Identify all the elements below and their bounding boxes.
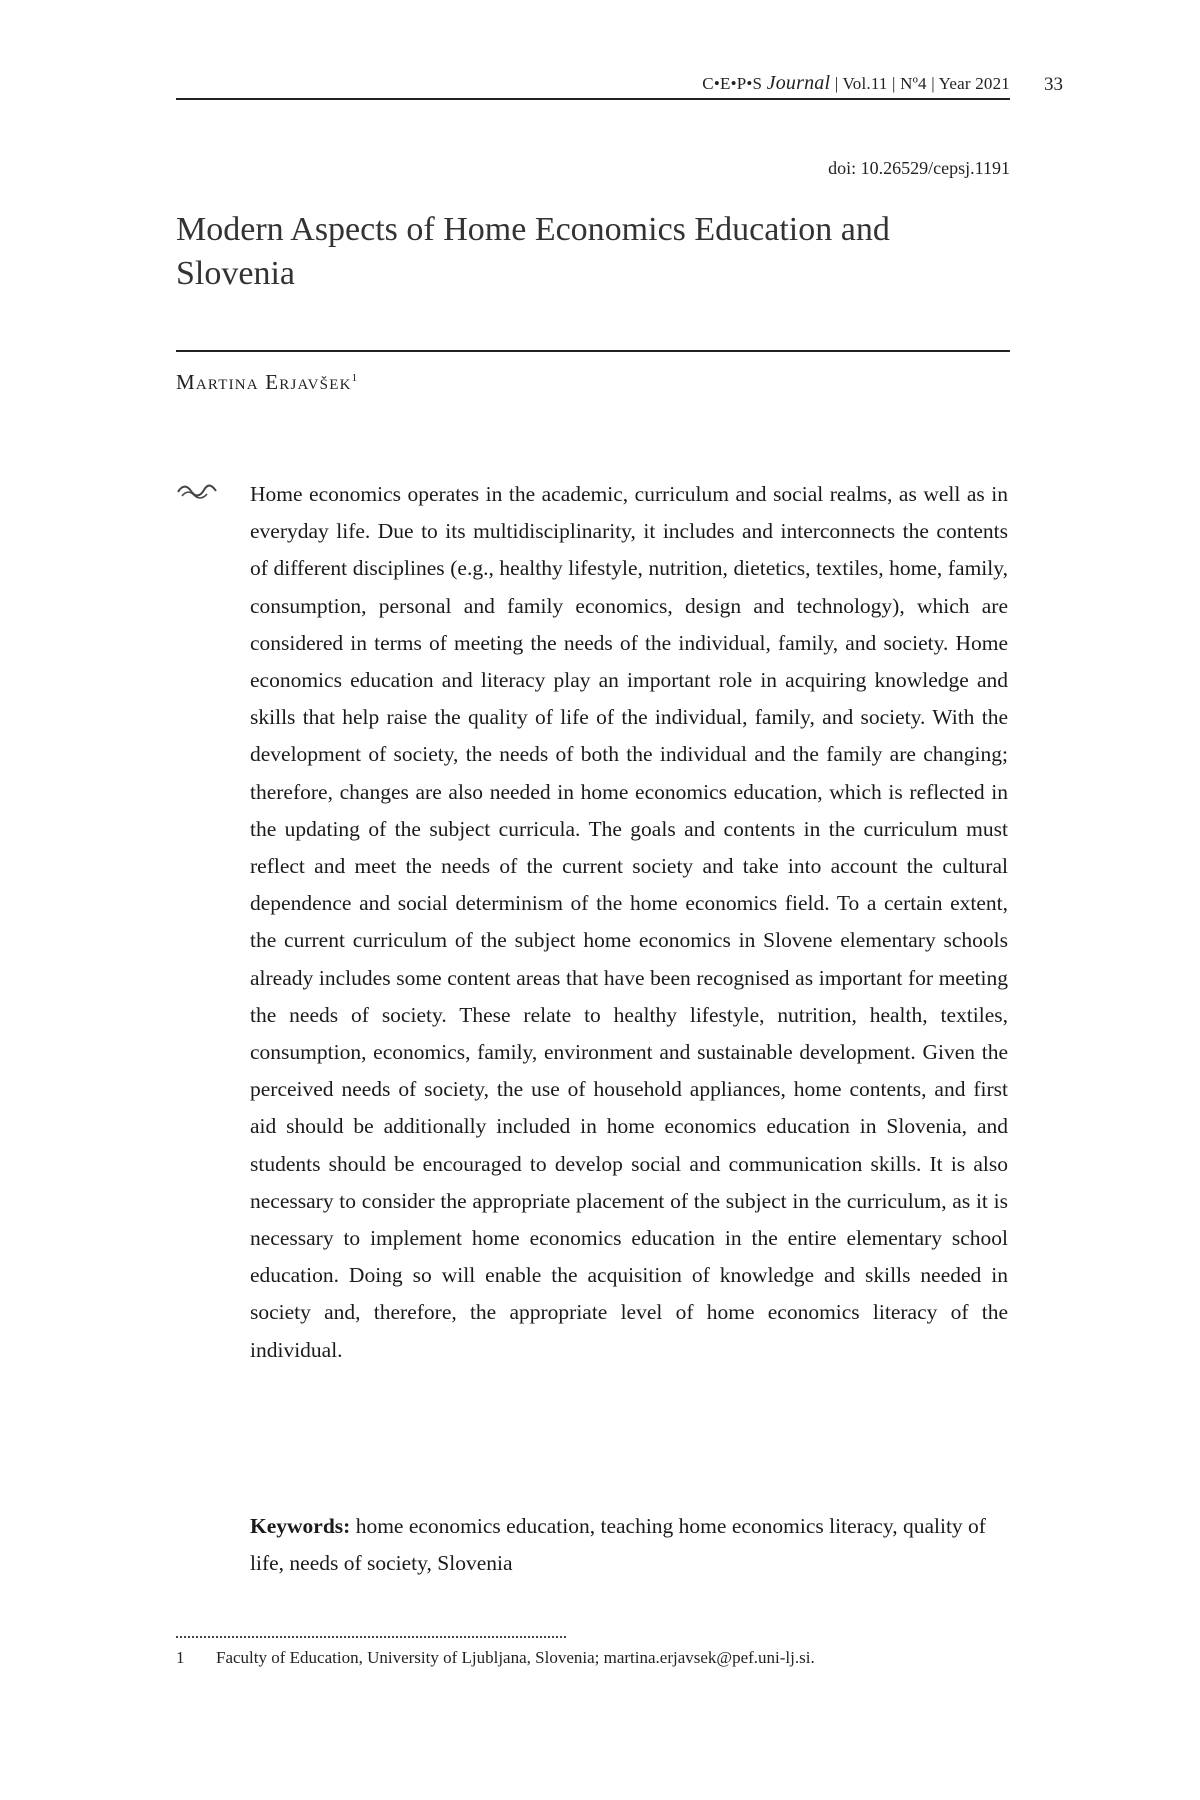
wave-swash-icon	[176, 482, 218, 500]
page-number: 33	[1044, 74, 1063, 95]
keywords-label: Keywords:	[250, 1514, 351, 1538]
header-divider	[176, 98, 1010, 100]
footnote-number: 1	[176, 1648, 185, 1667]
abstract-text: Home economics operates in the academic, curriculum and social realms, as well as in everyday life. Due to its multidisciplinarity, it includes and interconnects the contents of different disciplines (e.g., healthy lifestyle, nutrition, dietetics, textiles, home, family, consumption, personal and family economics, design and technology), which are considered in terms of meeting the needs of the individual, family, and society. Home economics education and literacy play an important role in acquiring knowledge and skills that help raise the quality of life of the individual, family, and society. With the development of society, the needs of both the individual and the family are changing; therefore, changes are also needed in home economics education, which is reflected in the updating of the subject curricula. The goals and contents in the curriculum must reflect and meet the needs of the current society and take into account the cultural dependence and social determinism of the home economics field. To a certain extent, the current curriculum of the subject home economics in Slovene elementary schools already includes some content areas that have been recognised as important for meeting the needs of society. These relate to healthy lifestyle, nutrition, health, textiles, consumption, economics, family, environment and sustainable development. Given the perceived needs of society, the use of household appliances, home contents, and first aid should be additionally included in home economics education in Slovenia, and students should be encouraged to develop social and communication skills. It is also necessary to consider the appropriate placement of the subject in the curriculum, as it is necessary to implement home economics education in the entire elementary school education. Doing so will enable the acquisition of knowledge and skills needed in society and, therefore, the appropriate level of home economics literacy of the individual.	[250, 482, 1008, 1362]
running-header	[176, 72, 1010, 95]
keywords	[250, 1508, 1008, 1582]
journal-prefix: C•E•P•S	[702, 74, 763, 93]
footnote-text: Faculty of Education, University of Ljubljana, Slovenia; martina.erjavsek@pef.uni-lj.si.	[216, 1648, 815, 1667]
article-title: Modern Aspects of Home Economics Education and Slovenia	[176, 211, 890, 292]
footnote	[176, 1648, 1010, 1668]
author-line	[176, 370, 357, 395]
keywords-text: home economics education, teaching home economics literacy, quality of life, needs of society, Slovenia	[250, 1514, 986, 1575]
journal-name: Journal	[766, 72, 831, 94]
author-footnote-marker[interactable]: 1	[351, 372, 358, 384]
journal-issue: | Vol.11 | Nº4 | Year 2021	[834, 74, 1010, 93]
title-divider	[176, 350, 1010, 352]
footnote-divider	[176, 1636, 566, 1638]
author-name: Martina Erjavšek	[176, 370, 352, 394]
doi[interactable]: doi: 10.26529/cepsj.1191	[828, 158, 1010, 178]
